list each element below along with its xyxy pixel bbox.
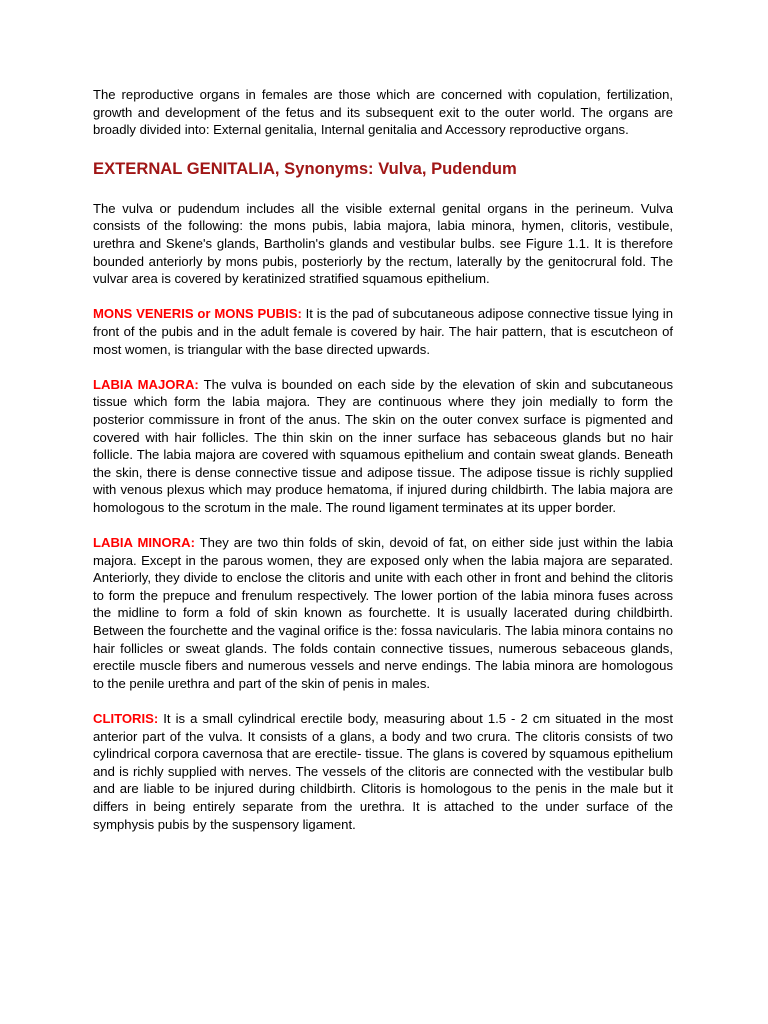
clitoris-text: It is a small cylindrical erectile body, measuring about 1.5 - 2 cm situated in the most anterior part of the vulva. It consists of a glans, a body and two crura. The clitoris consists of two cylindrical corpora cavernosa that are erectile- tissue. The glans is covered by squamous epithelium and is richly supplied with nerves. The vessels of the clitoris are connected with the vestibular bulb and are liable to be injured during childbirth. Clitoris is homologous to the penis in the male but it differs in being entirely separate from the urethra. It is attached to the under surface of the symphysis pubis by the suspensory ligament. xyxy=(93,711,673,832)
section-heading: EXTERNAL GENITALIA, Synonyms: Vulva, Pudendum xyxy=(93,158,517,178)
labia-minora-paragraph xyxy=(93,534,673,692)
labia-majora-term: LABIA MAJORA: xyxy=(93,376,199,392)
labia-minora-text: They are two thin folds of skin, devoid of fat, on either side just within the labia majora. Except in the parous women, they are exposed only when the labia majora are separated. Anteriorly, they divide to enclose the clitoris and unite with each other in front and behind the clitoris to form the prepuce and frenulum respectively. The lower portion of the labia minora fuses across the midline to form a fold of skin known as fourchette. It is usually lacerated during childbirth. Between the fourchette and the vaginal orifice is the: fossa navicularis. The labia minora contains no hair follicles or sweat glands. The folds contain connective tissues, numerous sebaceous glands, erectile muscle fibers and numerous vessels and nerve endings. The labia minora are homologous to the penile urethra and part of the skin of penis in males. xyxy=(93,535,673,691)
labia-majora-paragraph xyxy=(93,376,673,517)
labia-minora-term: LABIA MINORA: xyxy=(93,535,195,551)
vulva-paragraph: The vulva or pudendum includes all the visible external genital organs in the perineum. Vulva consists of the following: the mons pubis, labia majora, labia minora, hymen, clitoris, vestibule, urethra and Skene's glands, Bartholin's glands and vestibular bulbs. see Figure 1.1. It is therefore bounded anteriorly by mons pubis, posteriorly by the rectum, laterally by the genitocrural fold. The vulvar area is covered by keratinized stratified squamous epithelium. xyxy=(93,200,673,287)
labia-majora-text: The vulva is bounded on each side by the elevation of skin and subcutaneous tissue which form the labia majora. They are continuous where they join medially to form the posterior commissure in front of the anus. The skin on the outer convex surface is pigmented and covered with hair follicles. The thin skin on the inner surface has sebaceous glands but no hair follicle. The labia majora are covered with squamous epithelium and contain sweat glands. Beneath the skin, there is dense connective tissue and adipose tissue. The adipose tissue is richly supplied with venous plexus which may produce hematoma, if injured during childbirth. The labia majora are homologous to the scrotum in the male. The round ligament terminates at its upper border. xyxy=(93,376,673,515)
mons-pubis-text: It is the pad of subcutaneous adipose connective tissue lying in front of the pubis and in the adult female is covered by hair. The hair pattern, that is escutcheon of most women, is triangular with the base directed upwards. xyxy=(93,306,673,357)
document-page xyxy=(93,86,673,833)
mons-pubis-term: MONS VENERIS or MONS PUBIS: xyxy=(93,306,302,322)
intro-paragraph: The reproductive organs in females are those which are concerned with copulation, fertilization, growth and development of the fetus and its subsequent exit to the outer world. The organs are broadly divided into: External genitalia, Internal genitalia and Accessory reproductive organs. xyxy=(93,87,673,138)
mons-pubis-paragraph xyxy=(93,305,673,358)
clitoris-paragraph xyxy=(93,710,673,833)
clitoris-term: CLITORIS: xyxy=(93,711,159,726)
